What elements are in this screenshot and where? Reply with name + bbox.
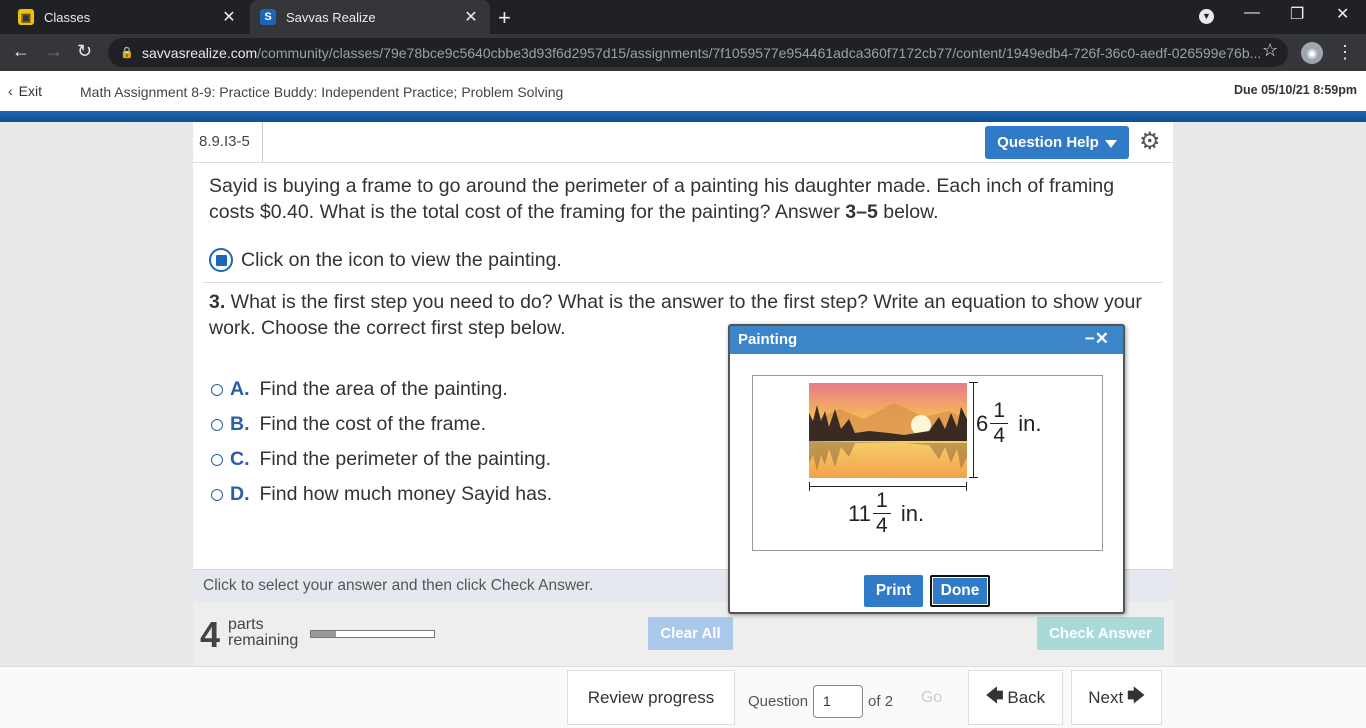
more-menu-icon[interactable]: ⋮ — [1336, 42, 1354, 62]
next-label: Next — [1088, 687, 1124, 707]
fraction-numerator: 1 — [876, 489, 888, 512]
back-label: Back — [1007, 687, 1046, 707]
url-domain: savvasrealize.com — [142, 44, 258, 61]
clear-all-button[interactable]: Clear All — [648, 617, 733, 650]
minimize-close-icon[interactable]: −✕ — [1084, 329, 1109, 348]
classes-favicon-icon: ▣ — [18, 9, 34, 25]
question-help-label: Question Help — [997, 134, 1099, 151]
forward-arrow-icon[interactable]: → — [45, 41, 63, 61]
question-label: Question — [748, 693, 809, 710]
header-strip — [0, 111, 1366, 122]
view-painting-row — [209, 248, 562, 272]
width-unit: in. — [900, 500, 925, 526]
tab-classes[interactable] — [8, 0, 248, 34]
dialog-titlebar[interactable] — [730, 326, 1123, 354]
tab-title: Savvas Realize — [286, 9, 376, 25]
savvas-favicon-icon: S — [260, 9, 276, 25]
question-stem — [209, 173, 1139, 225]
painting-media-icon[interactable] — [209, 248, 233, 272]
choice-text: Find the area of the painting. — [259, 378, 508, 400]
done-button[interactable]: Done — [930, 575, 990, 607]
divider — [203, 282, 1163, 283]
instruction-bar: Click to select your answer and then click Check Answer. — [193, 569, 1173, 601]
choice-letter: C. — [230, 448, 250, 470]
painting-figure — [752, 375, 1103, 551]
review-progress-button[interactable]: Review progress — [567, 670, 735, 725]
painting-dialog — [728, 324, 1125, 614]
due-date: Due 05/10/21 8:59pm — [1234, 83, 1357, 97]
arrow-right-icon: 🡆 — [1127, 686, 1145, 705]
choice-c[interactable] — [211, 442, 552, 477]
height-fraction — [990, 400, 1008, 447]
radio-button[interactable] — [211, 384, 223, 396]
choice-text: Find the perimeter of the painting. — [259, 448, 552, 470]
close-tab-icon[interactable]: ✕ — [222, 9, 236, 26]
go-button[interactable]: Go — [920, 688, 943, 706]
bookmark-star-icon[interactable]: ☆ — [1262, 40, 1279, 60]
width-fraction — [873, 490, 891, 537]
browser-tab-bar — [0, 0, 1366, 34]
choice-text: Find how much money Sayid has. — [259, 483, 553, 505]
bottom-navigation — [0, 666, 1366, 728]
question-id: 8.9.I3-5 — [193, 122, 263, 162]
check-answer-button[interactable]: Check Answer — [1037, 617, 1164, 650]
radio-button[interactable] — [211, 419, 223, 431]
assignment-title: Math Assignment 8-9: Practice Buddy: Independent Practice; Problem Solving — [80, 84, 564, 100]
browser-toolbar — [0, 34, 1366, 71]
question-total: of 2 — [868, 693, 894, 710]
question-help-button[interactable] — [985, 126, 1129, 159]
height-label — [976, 400, 1042, 447]
chevron-left-icon: ‹ — [8, 83, 13, 99]
exit-label: Exit — [18, 83, 43, 99]
parts-label-2: remaining — [228, 632, 299, 649]
print-button[interactable]: Print — [864, 575, 923, 607]
address-bar[interactable] — [108, 38, 1288, 67]
choice-text: Find the cost of the frame. — [259, 413, 487, 435]
new-tab-icon[interactable]: + — [498, 5, 511, 30]
radio-button[interactable] — [211, 489, 223, 501]
radio-button[interactable] — [211, 454, 223, 466]
restore-icon[interactable]: ❐ — [1290, 6, 1305, 23]
tab-title: Classes — [44, 9, 91, 25]
width-dimension-line — [809, 486, 967, 487]
view-painting-prompt: Click on the icon to view the painting. — [241, 248, 562, 271]
choice-a[interactable] — [211, 372, 552, 407]
arrow-left-icon: 🡄 — [985, 686, 1004, 705]
choice-d[interactable] — [211, 477, 552, 512]
height-whole: 6 — [976, 410, 989, 436]
choice-letter: B. — [230, 413, 250, 435]
dialog-title: Painting — [738, 331, 798, 348]
lock-icon: 🔒 — [120, 47, 134, 59]
painting-image — [809, 383, 967, 478]
part-number: 3. — [209, 291, 226, 313]
part-text: What is the first step you need to do? What is the answer to the first step? Write an equation to show your work. Choose the correct first step below. — [209, 291, 1142, 339]
fraction-denominator: 4 — [876, 514, 888, 537]
choice-letter: A. — [230, 378, 250, 400]
parts-remaining-count: 4 — [200, 614, 221, 655]
stem-parts: 3–5 — [845, 201, 878, 223]
caret-down-icon — [1105, 140, 1117, 148]
stem-text: Sayid is buying a frame to go around the perimeter of a painting his daughter made. Each inch of framing costs $0.40. What is the total cost of the framing for the painting? Answer — [209, 175, 1115, 223]
back-button[interactable] — [968, 670, 1063, 725]
answer-choices — [211, 372, 552, 512]
exit-button[interactable] — [8, 83, 42, 99]
url-path: /community/classes/79e78bce9c5640cbbe3d93f6d2957d15/assignments/7f1059577e954461adca360f7172cb77/content/1949edb4-726f-36c0-aedf-026599e76b... — [257, 44, 1262, 61]
choice-b[interactable] — [211, 407, 552, 442]
parts-progress-bar — [310, 630, 435, 638]
parts-label-1: parts — [228, 616, 264, 633]
stem-end: below. — [877, 201, 939, 223]
close-tab-icon[interactable]: ✕ — [464, 9, 478, 26]
divider — [193, 162, 1173, 163]
question-number-input[interactable]: 1 — [813, 685, 863, 718]
fraction-numerator: 1 — [993, 399, 1006, 422]
height-unit: in. — [1018, 410, 1042, 436]
height-dimension-line — [973, 382, 974, 478]
next-button[interactable] — [1071, 670, 1162, 725]
close-window-icon[interactable]: ✕ — [1336, 6, 1350, 23]
fraction-denominator: 4 — [993, 424, 1006, 447]
profile-avatar-icon[interactable]: ◉ — [1301, 42, 1323, 64]
choice-letter: D. — [230, 483, 250, 505]
question-jump — [748, 685, 893, 718]
progress-fill — [311, 631, 336, 637]
width-whole: 11 — [848, 500, 871, 526]
reload-icon[interactable]: ↻ — [77, 41, 93, 61]
tab-savvas-realize[interactable] — [250, 0, 490, 34]
parts-remaining-label — [228, 617, 298, 649]
gear-icon[interactable]: ⚙ — [1139, 128, 1161, 155]
back-arrow-icon[interactable]: ← — [12, 41, 30, 61]
assignment-header — [0, 71, 1366, 111]
minimize-icon[interactable]: — — [1244, 4, 1260, 21]
width-label — [848, 490, 924, 537]
tab-search-icon[interactable]: ▼ — [1199, 9, 1214, 24]
